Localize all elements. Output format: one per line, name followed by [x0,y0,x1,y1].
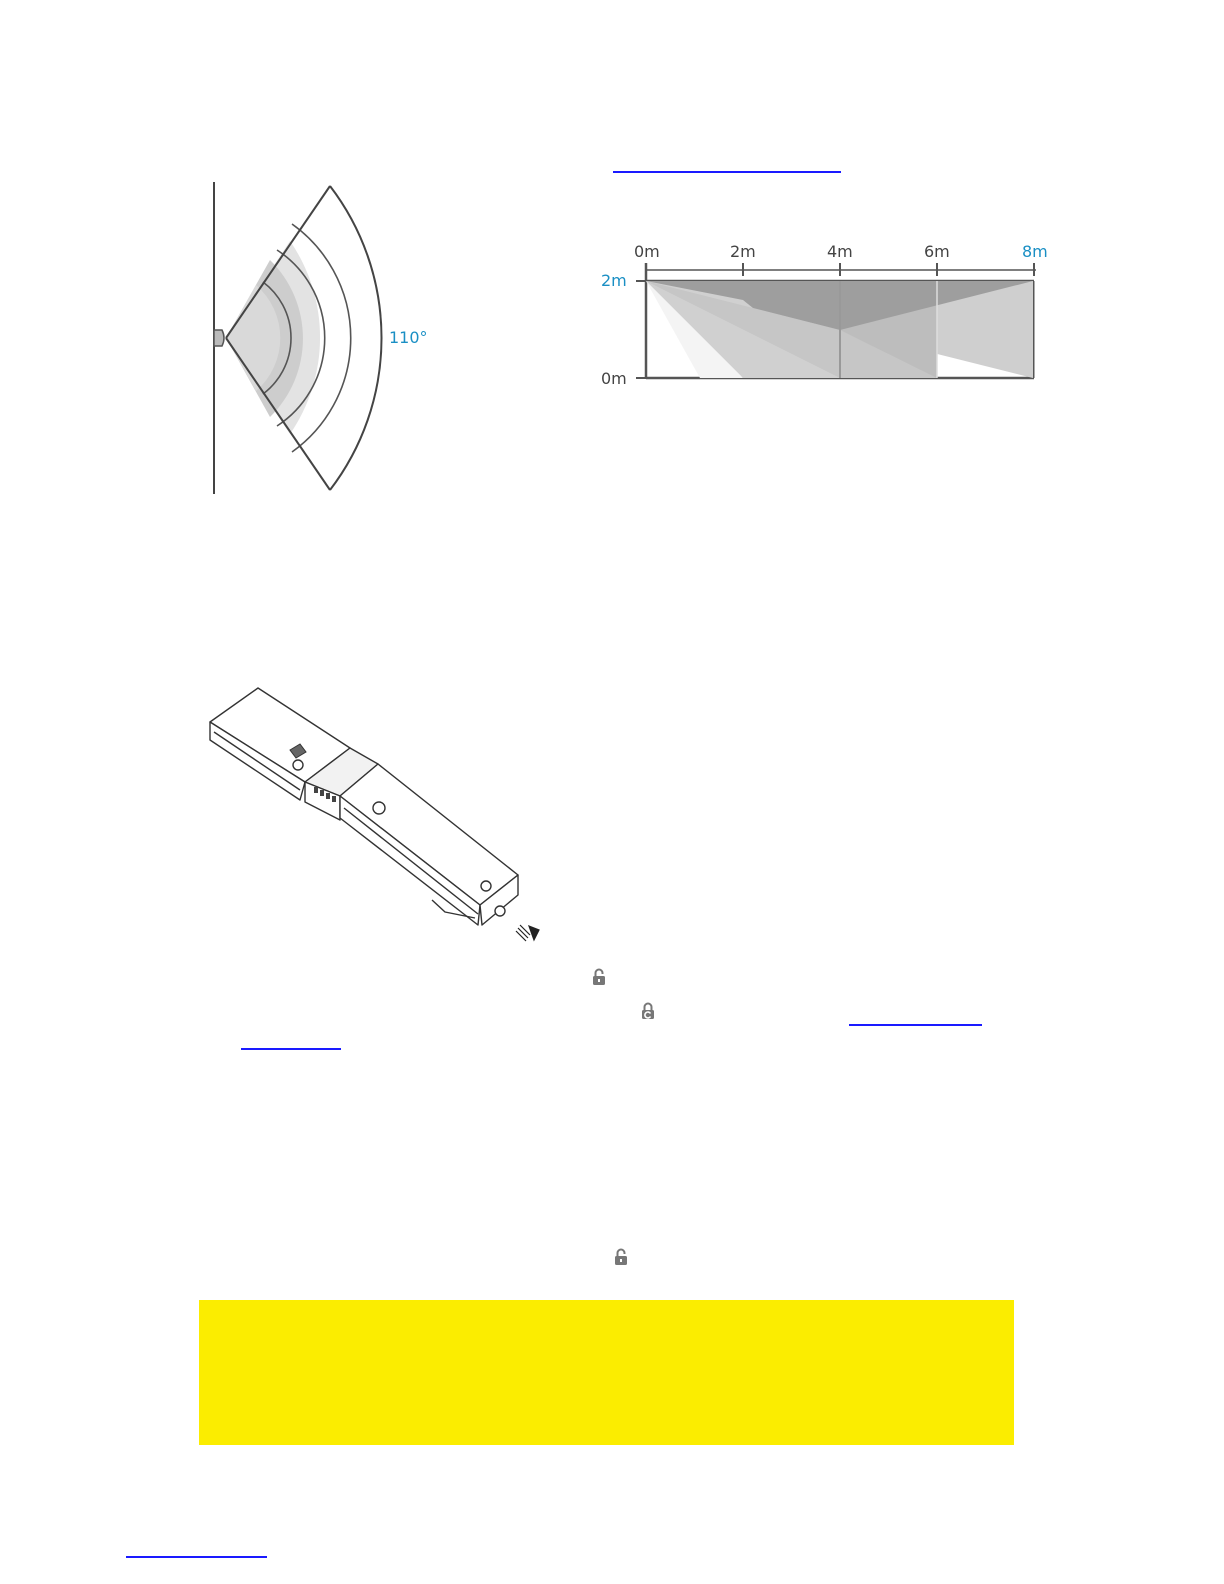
lock-icon [592,968,606,986]
side-view-diagram [595,238,1060,388]
distance-label-0m: 0m [634,242,660,261]
distance-label-8m: 8m [1022,242,1048,261]
lock-refresh-icon [641,1002,655,1020]
distance-label-4m: 4m [827,242,853,261]
height-label-top: 2m [601,271,627,290]
outer-arc [330,186,382,490]
device-illustration [200,675,550,950]
device-port [495,906,505,916]
device-screw-hole-3 [481,881,491,891]
height-label-bottom: 0m [601,369,627,388]
distance-label-6m: 6m [924,242,950,261]
lock-icon [614,1248,628,1266]
coverage-diagram [200,175,440,500]
highlight-callout [199,1300,1014,1445]
device-screw-hole-2 [373,802,385,814]
link-underline-footer[interactable] [126,1556,267,1558]
sensor-mount [214,330,224,346]
distance-label-2m: 2m [730,242,756,261]
link-underline-left[interactable] [241,1048,341,1050]
screw [516,925,539,941]
device-screw-hole-1 [293,760,303,770]
link-underline-right[interactable] [849,1024,982,1026]
angle-label: 110° [389,328,428,347]
link-underline-top[interactable] [613,171,841,173]
